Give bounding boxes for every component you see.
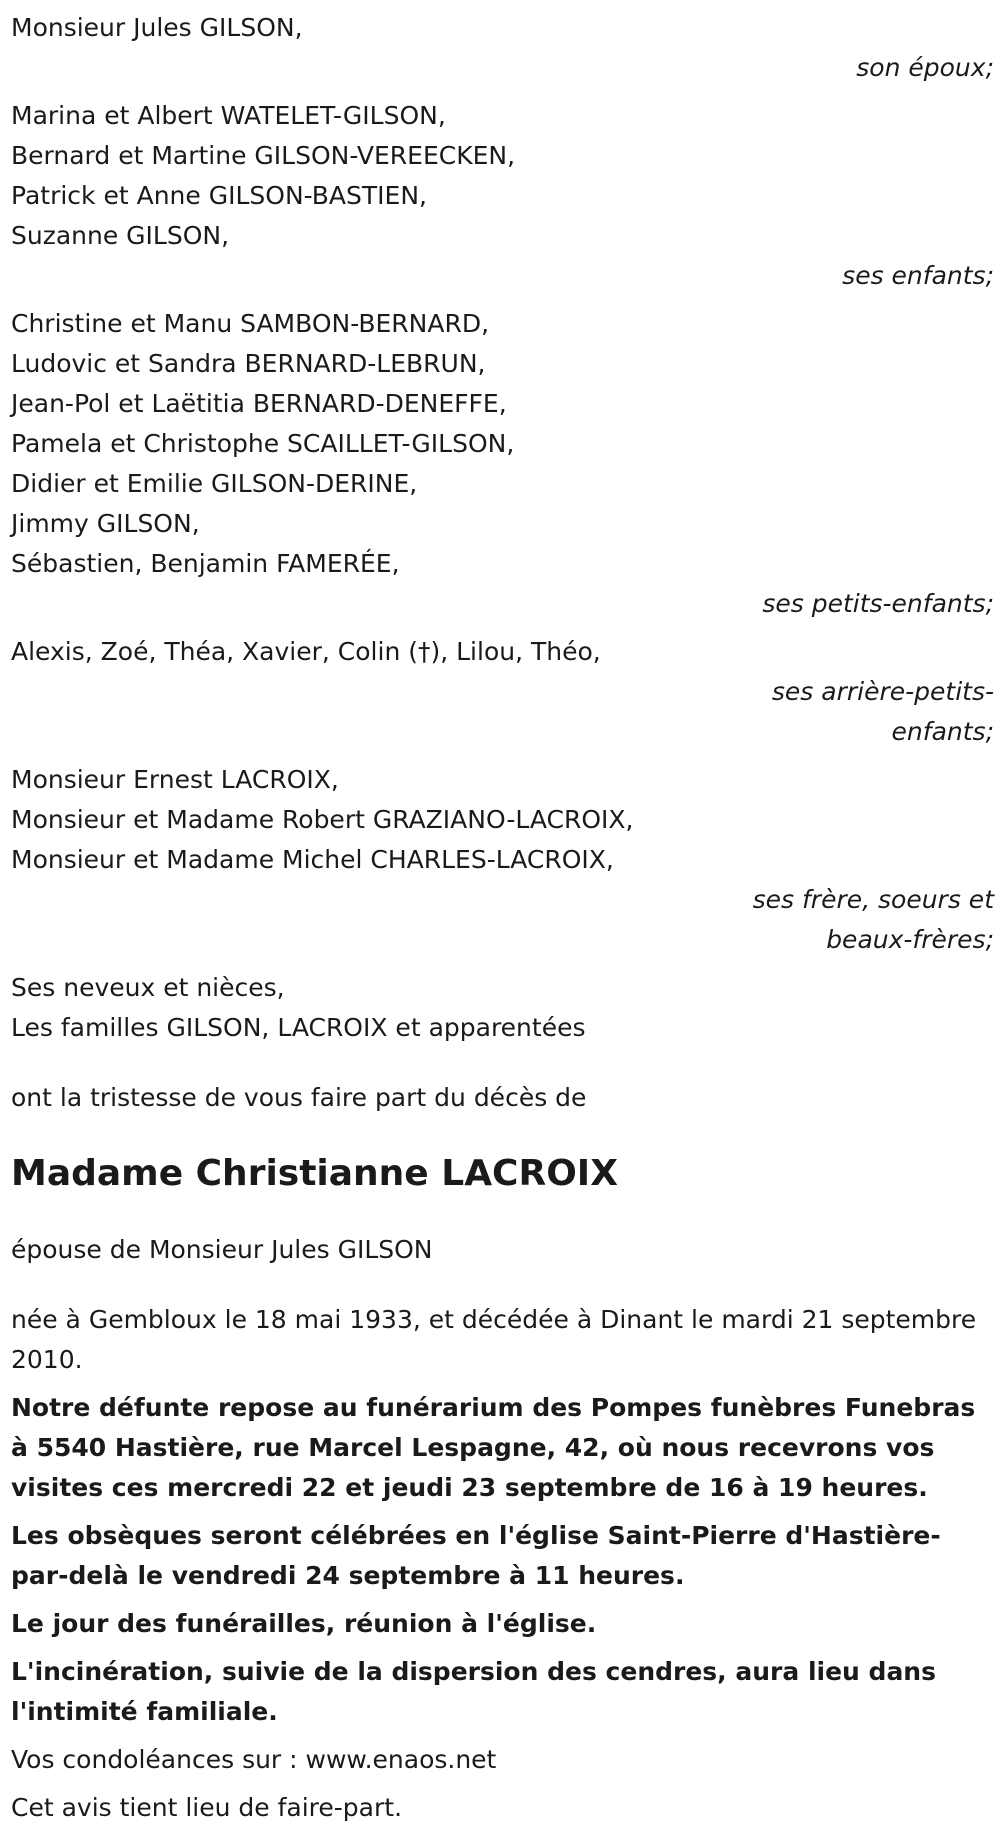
grandchild-name: Jimmy GILSON,	[11, 509, 200, 538]
children-role: ses enfants;	[842, 261, 994, 290]
sibling-name: Monsieur et Madame Robert GRAZIANO-LACROIX,	[11, 805, 634, 834]
meeting-text: Le jour des funérailles, réunion à l'église.	[11, 1609, 597, 1638]
spouse-role: son époux;	[856, 53, 994, 82]
grandchild-name: Didier et Emilie GILSON-DERINE,	[11, 469, 418, 498]
great-grandchildren-names: Alexis, Zoé, Théa, Xavier, Colin (†), Lilou, Théo,	[11, 637, 601, 666]
great-grandchildren-group	[11, 632, 994, 752]
siblings-role-line1: ses frère, soeurs et	[752, 885, 994, 914]
grandchild-name: Christine et Manu SAMBON-BERNARD,	[11, 309, 490, 338]
spouse-group	[11, 8, 994, 88]
grandchild-name: Sébastien, Benjamin FAMERÉE,	[11, 549, 400, 578]
condolences-text: Vos condoléances sur : www.enaos.net	[11, 1745, 497, 1774]
notice-text: Cet avis tient lieu de faire-part.	[11, 1793, 403, 1822]
obituary-content	[11, 8, 994, 1828]
spouse-name: Monsieur Jules GILSON,	[11, 13, 303, 42]
sibling-name: Monsieur Ernest LACROIX,	[11, 765, 339, 794]
funerarium-text: Notre défunte repose au funérarium des Pompes funèbres Funebras à 5540 Hastière, rue Marcel Lespagne, 42, où nous recevrons vos visites ces mercredi 22 et jeudi 23 septembre de 16 à 19 heures.	[11, 1393, 976, 1502]
others-line: Ses neveux et nièces,	[11, 973, 285, 1002]
child-name: Marina et Albert WATELET-GILSON,	[11, 101, 446, 130]
siblings-role-line2: beaux-frères;	[826, 925, 994, 954]
birth-death-text: née à Gembloux le 18 mai 1933, et décédée à Dinant le mardi 21 septembre 2010.	[11, 1305, 977, 1374]
child-name: Patrick et Anne GILSON-BASTIEN,	[11, 181, 427, 210]
others-group	[11, 968, 994, 1048]
child-name: Suzanne GILSON,	[11, 221, 230, 250]
grandchildren-group	[11, 304, 994, 624]
deceased-name: Madame Christianne LACROIX	[11, 1153, 618, 1194]
siblings-group	[11, 760, 994, 960]
announcement-text: ont la tristesse de vous faire part du décès de	[11, 1083, 587, 1112]
grandchild-name: Ludovic et Sandra BERNARD-LEBRUN,	[11, 349, 486, 378]
grandchild-name: Pamela et Christophe SCAILLET-GILSON,	[11, 429, 515, 458]
grandchildren-role: ses petits-enfants;	[762, 589, 994, 618]
great-grandchildren-role-line2: enfants;	[891, 717, 994, 746]
sibling-name: Monsieur et Madame Michel CHARLES-LACROIX,	[11, 845, 614, 874]
great-grandchildren-role-line1: ses arrière-petits-	[771, 677, 994, 706]
others-line: Les familles GILSON, LACROIX et apparentées	[11, 1013, 586, 1042]
cremation-text: L'incinération, suivie de la dispersion des cendres, aura lieu dans l'intimité familiale.	[11, 1657, 936, 1726]
obsequies-text: Les obsèques seront célébrées en l'église Saint-Pierre d'Hastière-par-delà le vendredi 24 septembre à 11 heures.	[11, 1521, 941, 1590]
spouse-of-text: épouse de Monsieur Jules GILSON	[11, 1235, 433, 1264]
grandchild-name: Jean-Pol et Laëtitia BERNARD-DENEFFE,	[11, 389, 507, 418]
child-name: Bernard et Martine GILSON-VEREECKEN,	[11, 141, 516, 170]
children-group	[11, 96, 994, 296]
